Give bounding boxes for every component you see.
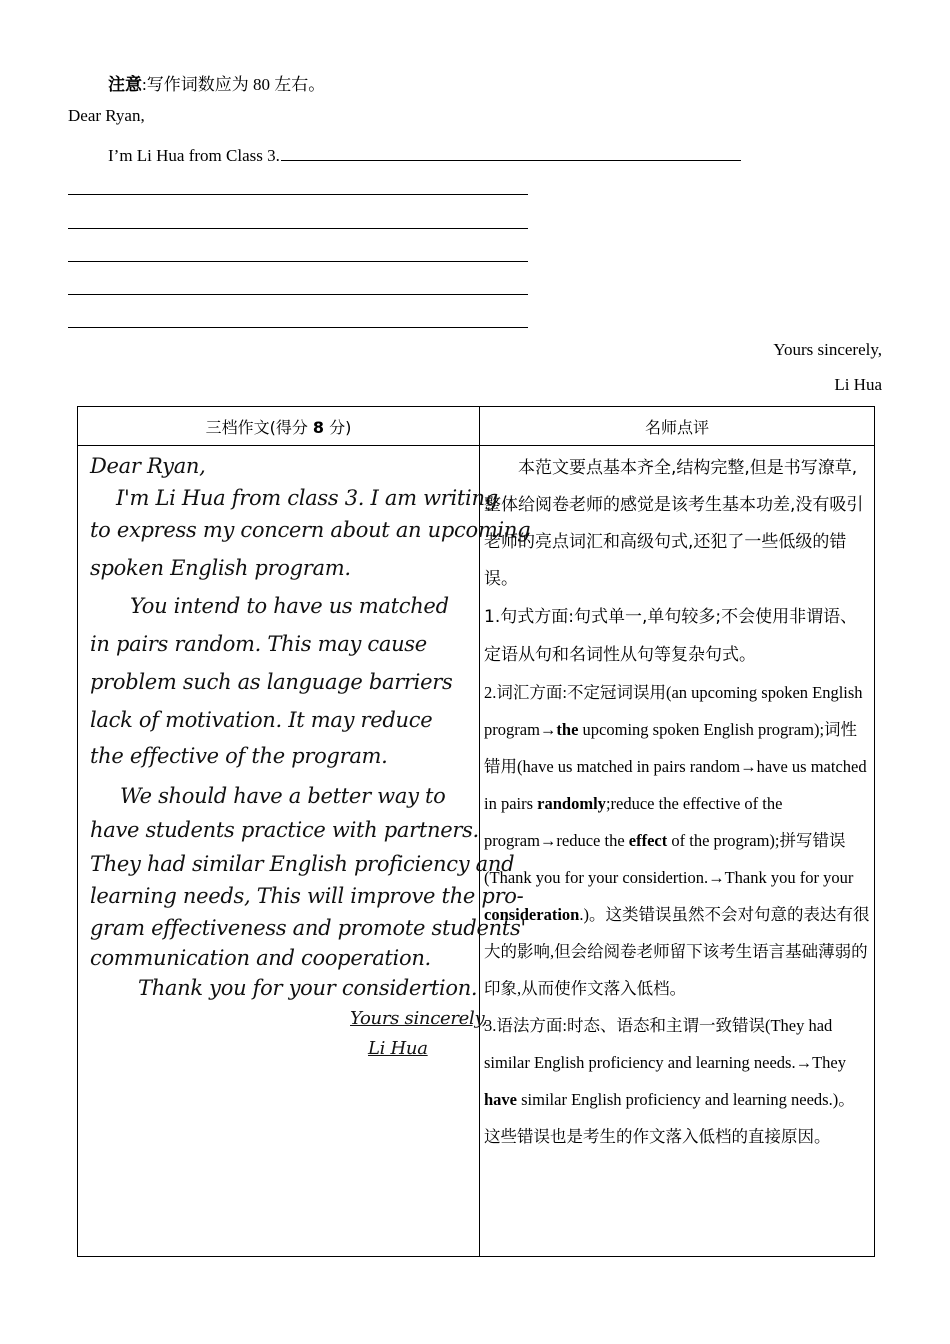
table-body-row [78, 446, 875, 1257]
handwritten-line: in pairs random. This may cause [90, 632, 427, 656]
letter-closing: Yours sincerely, [773, 340, 882, 359]
handwritten-line: We should have a better way to [120, 784, 446, 808]
answer-line[interactable] [68, 327, 528, 328]
handwritten-line: Dear Ryan, [90, 454, 206, 478]
handwritten-line: Yours sincerely, [350, 1008, 488, 1029]
answer-line[interactable] [68, 294, 528, 295]
handwritten-line: spoken English program. [90, 556, 351, 580]
note-label: 注意 [108, 75, 142, 94]
handwritten-line: Li Hua [368, 1038, 428, 1059]
handwritten-line: have students practice with partners. [90, 818, 479, 842]
comment-summary: 本范文要点基本齐全,结构完整,但是书写潦草,整体给阅卷老师的感觉是该考生基本功差,没有吸引老师的亮点词汇和高级句式,还犯了一些低级的错误。 [484, 458, 864, 589]
comment-vocabulary: 2.词汇方面:不定冠词误用(an upcoming spoken English program→the upcoming spoken English program);词性错用(have us matched in pairs random→have us matched in pairs randomly;reduce the effective of the program→reduce the effect of the program);拼写错误(Thank you for your considertion.→Thank you for your consideration.)。这类错误虽然不会对句意的表达有很大的影响,但会给阅卷老师留下该考生语言基础薄弱的印象,从而使作文落入低档。 [484, 683, 870, 998]
header-teacher-comment: 名师点评 [480, 407, 875, 446]
answer-blank-inline[interactable] [281, 142, 741, 161]
comment-sentence-structure: 1.句式方面:句式单一,单句较多;不会使用非谓语、定语从句和名词性从句等复杂句式。 [484, 607, 858, 665]
table-header-row [78, 407, 875, 446]
letter-signature: Li Hua [834, 375, 882, 394]
handwritten-line: learning needs, This will improve the pro- [90, 884, 524, 908]
letter-intro-text: I’m Li Hua from Class 3. [108, 146, 280, 165]
answer-line[interactable] [68, 261, 528, 262]
essay-review-table [77, 406, 875, 1257]
handwritten-line: Thank you for your considertion. [138, 976, 478, 1000]
handwritten-line: the effective of the program. [90, 744, 388, 768]
answer-line[interactable] [68, 194, 528, 195]
handwritten-line: to express my concern about an upcoming [90, 518, 531, 542]
handwritten-line: They had similar English proficiency and [90, 852, 515, 876]
word-count-note [108, 70, 325, 95]
handwritten-essay [78, 446, 531, 1257]
letter-greeting: Dear Ryan, [68, 106, 145, 125]
letter-intro [108, 142, 741, 166]
handwritten-line: communication and cooperation. [90, 946, 431, 970]
comment-grammar: 3.语法方面:时态、语态和主谓一致错误(They had similar English proficiency and learning needs.→They have similar English proficiency and learning needs.)。这些错误也是考生的作文落入低档的直接原因。 [484, 1016, 855, 1146]
answer-line[interactable] [68, 228, 528, 229]
handwritten-line: problem such as language barriers [90, 670, 453, 694]
header-sample-essay: 三档作文(得分 8 分) [78, 407, 480, 446]
note-text: :写作词数应为 80 左右。 [142, 75, 326, 94]
handwritten-line: I'm Li Hua from class 3. I am writing [116, 486, 498, 510]
handwritten-line: gram effectiveness and promote students' [90, 916, 526, 940]
teacher-comment [480, 446, 875, 1257]
handwritten-line: You intend to have us matched [130, 594, 449, 618]
handwritten-line: lack of motivation. It may reduce [90, 708, 433, 732]
